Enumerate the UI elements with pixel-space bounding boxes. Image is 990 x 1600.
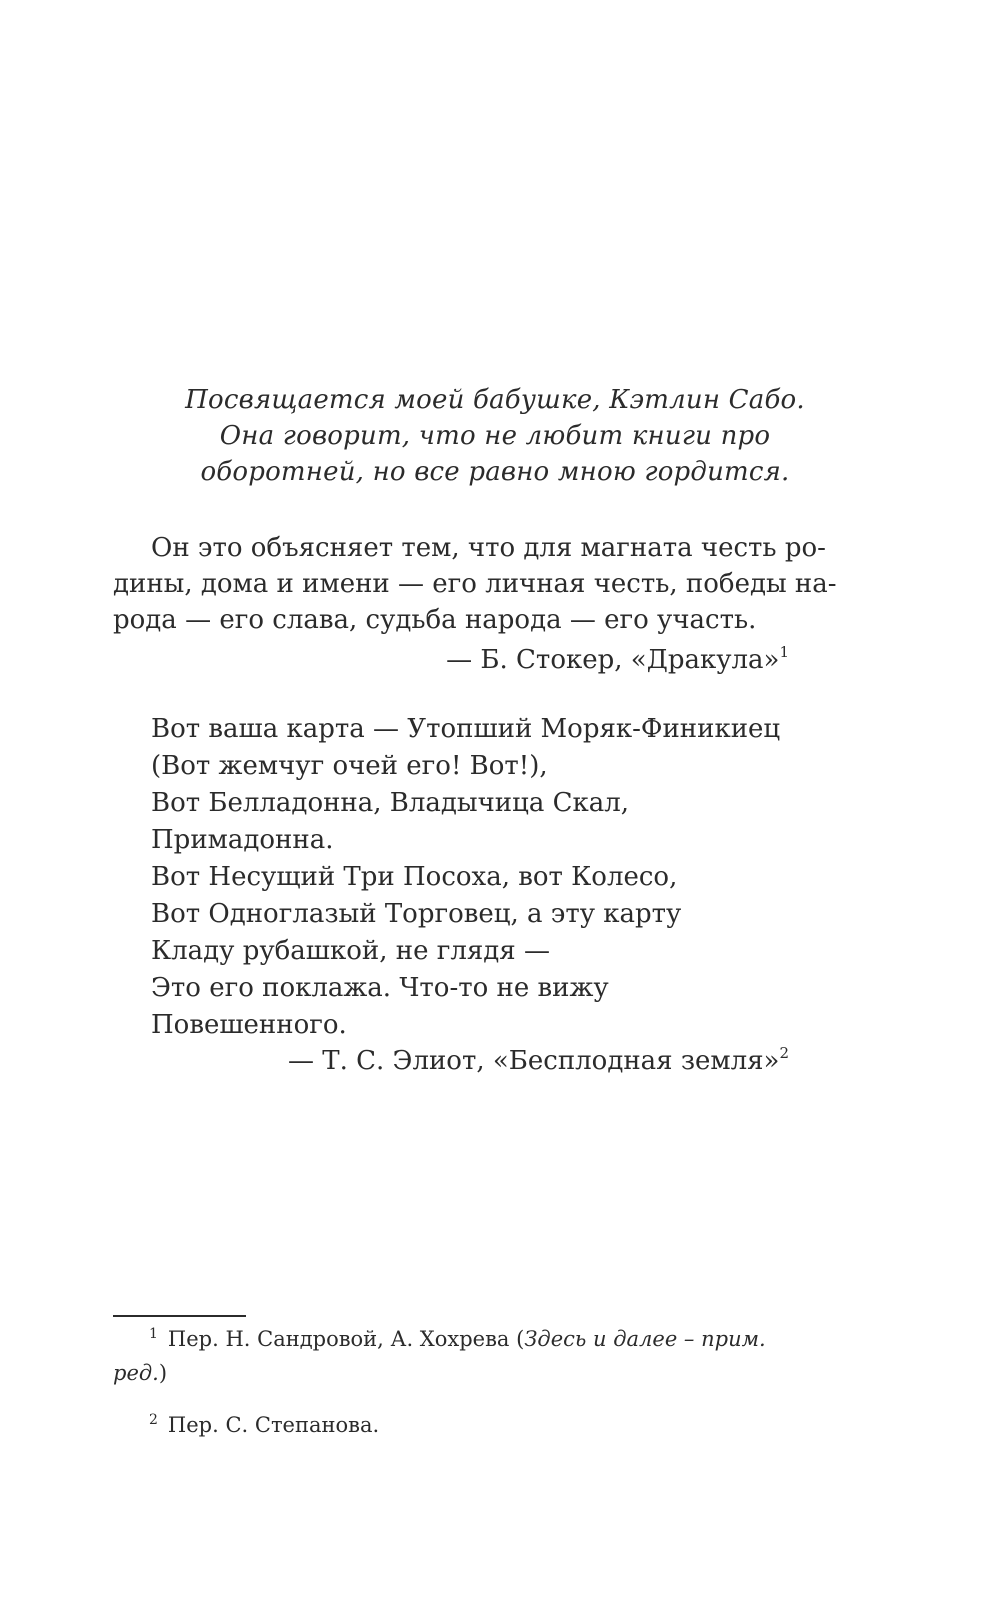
- epigraph-line: рода — его слава, судьба народа — его участь.: [113, 605, 757, 635]
- dedication-line: Она говорит, что не любит книги про: [219, 421, 771, 451]
- epigraph-stoker-attribution: [0, 642, 789, 678]
- verse-line: Вот ваша карта — Утопший Моряк-Финикиец: [151, 714, 781, 744]
- dedication-line: Посвящается моей бабушке, Кэтлин Сабо.: [185, 385, 805, 415]
- dedication: [0, 382, 990, 490]
- footnote-number: 2: [149, 1412, 158, 1428]
- footnote-1: [113, 1322, 823, 1390]
- footnote-number: 1: [149, 1326, 158, 1342]
- verse-line: Это его поклажа. Что-то не вижу: [151, 973, 609, 1003]
- epigraph-stoker: [113, 530, 837, 638]
- footnotes: [113, 1322, 823, 1442]
- footnote-text: Пер. С. Степанова.: [167, 1413, 380, 1437]
- verse-line: Кладу рубашкой, не глядя —: [151, 936, 550, 966]
- dedication-line: оборотней, но все равно мною гордится.: [200, 457, 790, 487]
- footnote-text-end: ): [158, 1361, 168, 1385]
- footnote-2: [113, 1408, 823, 1442]
- footnote-italic-text: Здесь и далее – прим. ред.: [113, 1327, 766, 1385]
- verse-line: Вот Несущий Три Посоха, вот Колесо,: [151, 862, 678, 892]
- footnote-ref: 1: [779, 643, 789, 661]
- footnote-divider: [113, 1315, 246, 1317]
- verse-line: Вот Одноглазый Торговец, а эту карту: [151, 899, 682, 929]
- footnote-text: Пер. Н. Сандровой, А. Хохрева (: [167, 1327, 525, 1351]
- epigraph-line: Он это объясняет тем, что для магната честь ро-: [151, 533, 826, 563]
- verse-line: Повешенного.: [151, 1010, 347, 1040]
- verse-line: Вот Белладонна, Владычица Скал,: [151, 788, 630, 818]
- verse-line: Примадонна.: [151, 825, 334, 855]
- verse-line: (Вот жемчуг очей его! Вот!),: [151, 751, 548, 781]
- attribution-text: — Б. Стокер, «Дракула»: [446, 645, 780, 675]
- footnote-ref: 2: [779, 1044, 789, 1062]
- attribution-text: — Т. С. Элиот, «Бесплодная земля»: [288, 1046, 780, 1076]
- epigraph-eliot-attribution: [0, 1043, 789, 1079]
- epigraph-eliot: [151, 711, 851, 1044]
- epigraph-line: дины, дома и имени — его личная честь, победы на-: [113, 569, 837, 599]
